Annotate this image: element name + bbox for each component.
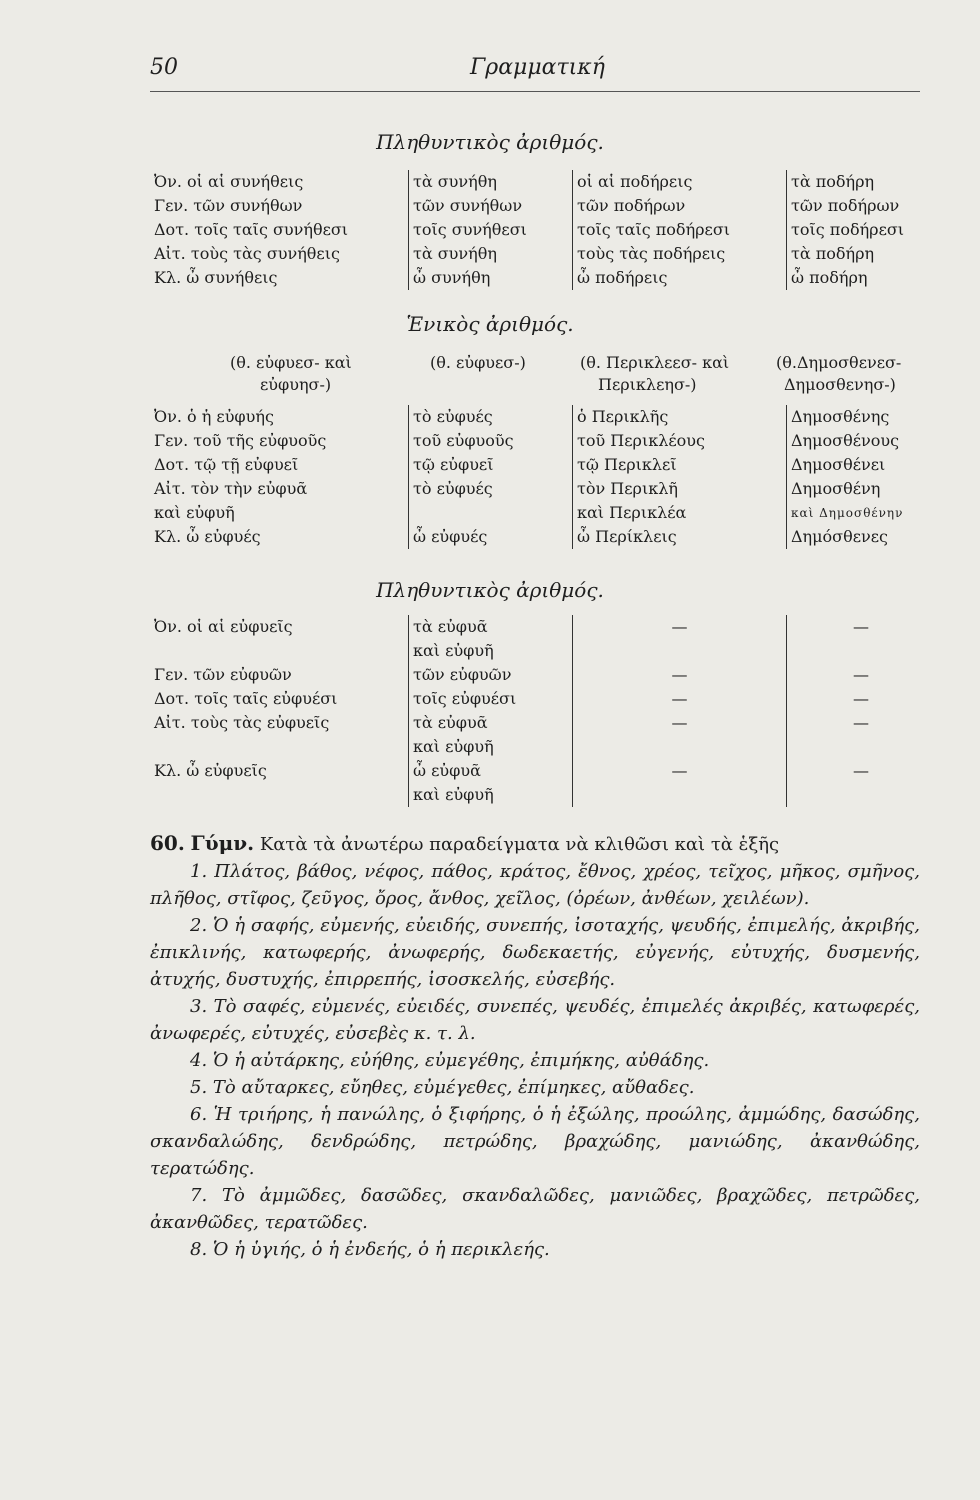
table-cell: τῶν ποδήρων (787, 194, 936, 218)
exercise-item: 3. Τὸ σαφές, εὐμενές, εὐειδές, συνεπές, ψευδές, ἐπιμελές ἀκριβές, κατωφερές, ἀνωφερές, εὐτυχές, εὐσεβὲς κ. τ. λ. (150, 996, 920, 1044)
table-cell: Ὀν. οἱ αἱ συνήθεις (154, 172, 304, 191)
table-cell: — (787, 615, 936, 639)
stem-line: (θ. εὐφυεσ-) (430, 353, 526, 372)
table-row (150, 453, 935, 477)
table-plural-2 (150, 615, 935, 807)
table-cell: ὦ ποδήρη (787, 266, 936, 290)
table-cell: τοῖς εὐφυέσι (409, 687, 573, 711)
table-cell (150, 735, 409, 759)
stem-note-4 (776, 352, 901, 396)
table-cell: Ὀν. οἱ αἱ εὐφυεῖς (154, 617, 293, 636)
stem-note-3 (580, 352, 729, 396)
table-cell (573, 783, 787, 807)
table-cell: τοῦ εὐφυοῦς (409, 429, 573, 453)
plural-heading-2: Πληθυντικὸς ἀριθμός. (376, 578, 604, 602)
table-cell: τοῦ Περικλέους (573, 429, 787, 453)
table-cell: καὶ Περικλέα (573, 501, 787, 525)
exercise-60 (150, 830, 920, 1263)
table-row (150, 525, 935, 549)
table-cell: Αἰτ. τοὺς τὰς συνήθεις (154, 244, 340, 263)
exercise-item: 7. Τὸ ἀμμῶδες, δασῶδες, σκανδαλῶδες, μανιῶδες, βραχῶδες, πετρῶδες, ἀκανθῶδες, τερατῶδες. (150, 1185, 920, 1233)
table-cell: τὸν Περικλῆ (573, 477, 787, 501)
running-title: Γραμματική (470, 55, 605, 80)
exercise-item: 6. Ἡ τριήρης, ἡ πανώλης, ὁ ξιφήρης, ὁ ἡ ἐξώλης, προώλης, ἀμμώδης, δασώδης, σκανδαλώδης, δενδρώδης, πετρώδης, βραχώδης, μανιώδης, ἀκανθώδης, τερατώδης. (150, 1104, 920, 1179)
table-row (150, 170, 935, 194)
table-cell: Γεν. τῶν εὐφυῶν (154, 665, 292, 684)
table-cell: Γεν. τοῦ τῆς εὐφυοῦς (154, 431, 327, 450)
table-cell (573, 639, 787, 663)
table-row (150, 639, 935, 663)
table-cell: τῷ εὐφυεῖ (409, 453, 573, 477)
exercise-item: 4. Ὁ ἡ αὐτάρκης, εὐήθης, εὐμεγέθης, ἐπιμήκης, αὐθάδης. (190, 1050, 710, 1071)
stem-line: (θ.Δημοσθενεσ- (776, 353, 902, 372)
exercise-item: 1. Πλάτος, βάθος, νέφος, πάθος, κράτος, ἔθνος, χρέος, τεῖχος, μῆκος, σμῆνος, πλῆθος, στῖφος, ζεῦγος, ὄρος, ἄνθος, χεῖλος, (ὀρέων, ἀνθέων, χειλέων). (150, 861, 920, 909)
table-cell: Δημοσθένη (787, 477, 936, 501)
table-row (150, 663, 935, 687)
table-row (150, 218, 935, 242)
table-cell (150, 639, 409, 663)
table-cell (787, 639, 936, 663)
table-cell: ὁ Περικλῆς (573, 405, 787, 429)
stem-line: εὐφυησ-) (260, 375, 332, 394)
table-row (150, 266, 935, 290)
table-row (150, 711, 935, 735)
table-cell: Δημοσθένης (787, 405, 936, 429)
exercise-item: 5. Τὸ αὔταρκες, εὔηθες, εὐμέγεθες, ἐπίμηκες, αὔθαδες. (190, 1077, 695, 1098)
table-cell: τῶν εὐφυῶν (409, 663, 573, 687)
table-cell: Δοτ. τοῖς ταῖς συνήθεσι (154, 220, 349, 239)
table-cell: καὶ εὐφυῆ (409, 639, 573, 663)
table-cell: Γεν. τῶν συνήθων (154, 196, 303, 215)
table-cell: τὰ ποδήρη (787, 170, 936, 194)
table-cell: καὶ εὐφυῆ (409, 783, 573, 807)
table-plural-1 (150, 170, 935, 290)
table-cell: — (787, 759, 936, 783)
table-row (150, 687, 935, 711)
table-row (150, 783, 935, 807)
table-cell: τὸ εὐφυές (409, 477, 573, 501)
table-cell: — (573, 663, 787, 687)
table-cell: — (787, 711, 936, 735)
table-cell (150, 783, 409, 807)
table-cell: — (573, 711, 787, 735)
table-cell: τοῖς συνήθεσι (409, 218, 573, 242)
table-cell: τῷ Περικλεῖ (573, 453, 787, 477)
exercise-item: 8. Ὁ ἡ ὑγιής, ὁ ἡ ἐνδεής, ὁ ἡ περικλεής. (190, 1239, 550, 1260)
stem-note-2 (430, 352, 526, 374)
table-cell: τὸ εὐφυές (409, 405, 573, 429)
table-cell: Κλ. ὦ εὐφυές (154, 527, 261, 546)
table-cell: τὰ συνήθη (409, 242, 573, 266)
table-row (150, 405, 935, 429)
table-row (150, 615, 935, 639)
table-cell: ὦ Περίκλεις (573, 525, 787, 549)
table-cell: ὦ συνήθη (409, 266, 573, 290)
table-row (150, 194, 935, 218)
table-cell: Δημόσθενες (787, 525, 936, 549)
table-cell: Αἰτ. τὸν τὴν εὐφυᾶ (154, 479, 308, 498)
stem-line: Περικλεησ-) (598, 375, 697, 394)
table-cell: — (787, 663, 936, 687)
plural-heading-1: Πληθυντικὸς ἀριθμός. (376, 130, 604, 154)
table-cell: — (573, 759, 787, 783)
table-cell: Δημοσθένει (787, 453, 936, 477)
stem-line: Δημοσθενησ-) (784, 375, 896, 394)
table-cell: ὦ ποδήρεις (573, 266, 787, 290)
table-row (150, 477, 935, 501)
table-cell: τοῖς ποδήρεσι (787, 218, 936, 242)
exercise-word: Γύμν. (190, 831, 255, 855)
table-cell: οἱ αἱ ποδήρεις (573, 170, 787, 194)
table-row (150, 501, 935, 525)
table-cell: καὶ εὐφυῆ (409, 735, 573, 759)
page-number: 50 (150, 55, 178, 80)
exercise-number: 60. (150, 831, 185, 855)
table-row (150, 242, 935, 266)
table-cell: τοῖς ταῖς ποδήρεσι (573, 218, 787, 242)
table-cell: τὰ συνήθη (409, 170, 573, 194)
table-cell: Αἰτ. τοὺς τὰς εὐφυεῖς (154, 713, 330, 732)
exercise-items (150, 858, 920, 1263)
table-cell (787, 735, 936, 759)
table-cell: Ὀν. ὁ ἡ εὐφυής (154, 407, 274, 426)
exercise-instruction: Κατὰ τὰ ἀνωτέρω παραδείγματα νὰ κλιθῶσι καὶ τὰ ἑξῆς (259, 834, 780, 855)
table-cell: Δοτ. τῷ τῇ εὐφυεῖ (154, 455, 299, 474)
stem-line: (θ. Περικλεεσ- καὶ (580, 353, 730, 372)
table-cell: τῶν συνήθων (409, 194, 573, 218)
table-cell: Δοτ. τοῖς ταῖς εὐφυέσι (154, 689, 338, 708)
table-cell: — (573, 615, 787, 639)
table-cell: καὶ εὐφυῆ (154, 503, 235, 522)
table-singular (150, 405, 935, 549)
table-cell: καὶ Δημοσθένην (787, 501, 936, 525)
table-row (150, 735, 935, 759)
table-row (150, 759, 935, 783)
table-cell (409, 501, 573, 525)
stem-line: (θ. εὐφυεσ- καὶ (230, 353, 352, 372)
table-cell: τὰ ποδήρη (787, 242, 936, 266)
table-cell: — (573, 687, 787, 711)
table-cell: Κλ. ὦ συνήθεις (154, 268, 278, 287)
table-cell: τὰ εὐφυᾶ (409, 711, 573, 735)
table-cell: τῶν ποδήρων (573, 194, 787, 218)
singular-heading: Ἑνικὸς ἀριθμός. (406, 312, 574, 336)
table-cell: τὰ εὐφυᾶ (409, 615, 573, 639)
table-cell (573, 735, 787, 759)
table-cell (787, 783, 936, 807)
stem-note-1 (230, 352, 352, 396)
page-header (150, 55, 920, 92)
table-cell: ὦ εὐφυές (409, 525, 573, 549)
table-cell: ὦ εὐφυᾶ (409, 759, 573, 783)
table-cell: Κλ. ὦ εὐφυεῖς (154, 761, 267, 780)
table-cell: τοὺς τὰς ποδήρεις (573, 242, 787, 266)
exercise-heading (150, 830, 920, 858)
exercise-item: 2. Ὁ ἡ σαφής, εὐμενής, εὐειδής, συνεπής, ἰσοταχής, ψευδής, ἐπιμελής, ἀκριβής, ἐπικλινής, κατωφερής, ἀνωφερής, δωδεκαετής, εὐγενής, εὐτυχής, δυσμενής, ἀτυχής, δυστυχής, ἐπιρρεπής, ἰσοσκελής, εὐσεβής. (150, 915, 920, 990)
table-cell: — (787, 687, 936, 711)
table-row (150, 429, 935, 453)
table-cell: Δημοσθένους (787, 429, 936, 453)
